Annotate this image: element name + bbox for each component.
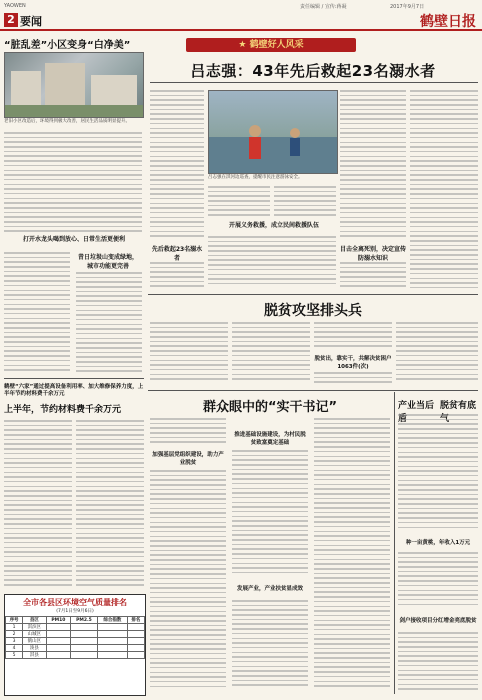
table-cell — [71, 652, 98, 659]
table-cell — [71, 631, 98, 638]
col-header: 综合指数 — [97, 617, 127, 624]
table-cell — [127, 638, 144, 645]
practice-body-2a — [232, 450, 308, 580]
left-story-headline: “脏乱差”小区变身“白净美” — [4, 40, 131, 51]
col-header: PM2.5 — [71, 617, 98, 624]
middle-left-body-b — [76, 420, 144, 590]
feature-photo — [208, 90, 338, 174]
table-cell — [71, 624, 98, 631]
table-cell: 鹤山区 — [23, 638, 47, 645]
table-cell: 2 — [6, 631, 23, 638]
table-row — [6, 631, 145, 638]
table-cell: 浚县 — [23, 645, 47, 652]
feature-body-col-1 — [150, 90, 204, 240]
table-row — [6, 645, 145, 652]
feature-rule — [150, 82, 478, 83]
table-cell — [97, 638, 127, 645]
air-quality-table — [5, 616, 145, 659]
middle-left-headline-short: 上半年，节约材料费千余万元 — [4, 405, 122, 415]
building-illustration — [5, 53, 143, 117]
left-subhead-1: 打开水龙头喝到放心、日常生活更便利 — [22, 236, 125, 243]
table-cell: 3 — [6, 638, 23, 645]
feature-banner — [186, 38, 356, 52]
table-cell — [127, 652, 144, 659]
right-headline-a: 产业当后 — [398, 401, 435, 411]
feature-subhead-a: 先后救起23名溺水者 — [151, 246, 203, 262]
practice-body-1a — [150, 418, 226, 448]
right-body-1 — [398, 414, 478, 534]
air-table-title: 全市各县区环境空气质量排名 — [23, 598, 127, 607]
right-col-divider — [394, 392, 395, 694]
right-headline-b: 脱贫有底 — [440, 401, 477, 411]
paper-name: 鹤壁日报 — [420, 14, 476, 30]
col-header: 县区 — [23, 617, 47, 624]
feature-subhead-b: 开展义务救援，成立民间救援队伍 — [228, 222, 319, 229]
table-cell: 1 — [6, 624, 23, 631]
left-subhead-2: 昔日垃圾山变成绿地，城市功能更完善 — [77, 254, 138, 270]
poverty-body-3 — [314, 322, 392, 352]
poverty-body-4 — [396, 322, 478, 384]
river-rescue-illustration — [209, 91, 337, 173]
poverty-body-1 — [150, 322, 228, 384]
top-bar — [0, 0, 482, 11]
right-divider — [148, 294, 478, 295]
table-cell — [71, 638, 98, 645]
table-cell: 5 — [6, 652, 23, 659]
middle-left-headline: 鹤壁“六家”通过提高设备利用率、加大维修保养力度，上半年节约材料费千余万元 — [4, 384, 144, 397]
air-quality-table-box — [4, 594, 146, 696]
col-header: 排名 — [127, 617, 144, 624]
feature-body-col-2a — [208, 186, 270, 216]
feature-subhead-c: 目击全离死别，决定宣传防溺水知识 — [340, 246, 407, 262]
section-number: 2 — [4, 13, 18, 27]
table-cell — [97, 631, 127, 638]
editor-info: 责任编辑 / 宣传:蒋凝 — [300, 4, 347, 10]
right-subhead-1: 种一亩黄桃，年收入1万元 — [405, 540, 471, 546]
table-cell — [46, 645, 70, 652]
right-subhead-2: 剑户接收项目分红增金亮底脱贫 — [399, 618, 477, 624]
right-body-2 — [398, 552, 478, 612]
table-cell — [97, 645, 127, 652]
practice-headline: 群众眼中的“实干书记” — [202, 400, 338, 415]
table-cell — [97, 624, 127, 631]
table-cell: 淇县 — [23, 652, 47, 659]
feature-photo-caption: 吕志强在淇河边巡查，提醒市民注意游泳安全。 — [208, 175, 303, 180]
poverty-body-3b — [314, 372, 392, 384]
issue-date: 2017年9月7日 — [390, 4, 425, 10]
feature-body-col-3 — [340, 90, 406, 240]
left-divider — [4, 378, 144, 379]
table-cell — [71, 645, 98, 652]
feature-body-col-3b — [340, 262, 406, 288]
practice-subhead-1: 加强基层党组织建设，助力产业脱贫 — [152, 452, 224, 466]
table-cell — [46, 624, 70, 631]
section-name: 要闻 — [20, 15, 42, 28]
table-cell: 4 — [6, 645, 23, 652]
left-story-body — [4, 132, 142, 232]
practice-body-2b — [232, 600, 308, 694]
air-table-subtitle: (7月1日至9月6日) — [56, 609, 94, 614]
banner-star-icon: ★ — [238, 40, 247, 50]
table-cell — [97, 652, 127, 659]
feature-headline: 吕志强：43年先后救起23名溺水者 — [190, 62, 436, 80]
table-cell: 山城区 — [23, 631, 47, 638]
feature-body-col-2b — [274, 186, 336, 216]
left-body-col-b — [76, 272, 142, 372]
poverty-body-2 — [232, 322, 310, 384]
col-header: PM10 — [46, 617, 70, 624]
practice-body-3 — [314, 418, 390, 694]
feature-body-col-2c — [208, 236, 336, 288]
masthead — [0, 11, 482, 31]
table-cell — [46, 631, 70, 638]
table-cell — [127, 645, 144, 652]
feature-body-col-4 — [410, 90, 478, 288]
table-cell — [127, 624, 144, 631]
poverty-subhead: 脱贫出，靠实干，共解决贫困户1063件(次) — [314, 356, 392, 370]
left-story-photo — [4, 52, 144, 118]
banner-text: 鹤壁好人风采 — [249, 40, 304, 50]
practice-subhead-4: 发展产业，产业扶贫显成效 — [236, 586, 303, 592]
left-photo-caption: 老旧小区改造后，环境得到极大改善，居民生活品质明显提升。 — [4, 119, 130, 124]
table-row — [6, 624, 145, 631]
practice-body-1b — [150, 470, 226, 694]
table-cell — [46, 652, 70, 659]
mid-divider — [148, 390, 478, 391]
middle-left-body-a — [4, 420, 72, 590]
practice-subhead-3: 推进基础设施建设，为村民脱贫致富奠定基础 — [234, 432, 306, 446]
poverty-headline: 脱贫攻坚排头兵 — [264, 303, 362, 319]
table-header-row — [6, 617, 145, 624]
col-header: 序号 — [6, 617, 23, 624]
section-code: YAOWEN — [4, 3, 26, 9]
feature-body-col-1b — [150, 262, 204, 288]
table-row — [6, 638, 145, 645]
table-row — [6, 652, 145, 659]
table-cell — [127, 631, 144, 638]
table-cell: 淇滨区 — [23, 624, 47, 631]
left-body-col-a — [4, 252, 70, 372]
table-cell — [46, 638, 70, 645]
right-body-3 — [398, 632, 478, 694]
